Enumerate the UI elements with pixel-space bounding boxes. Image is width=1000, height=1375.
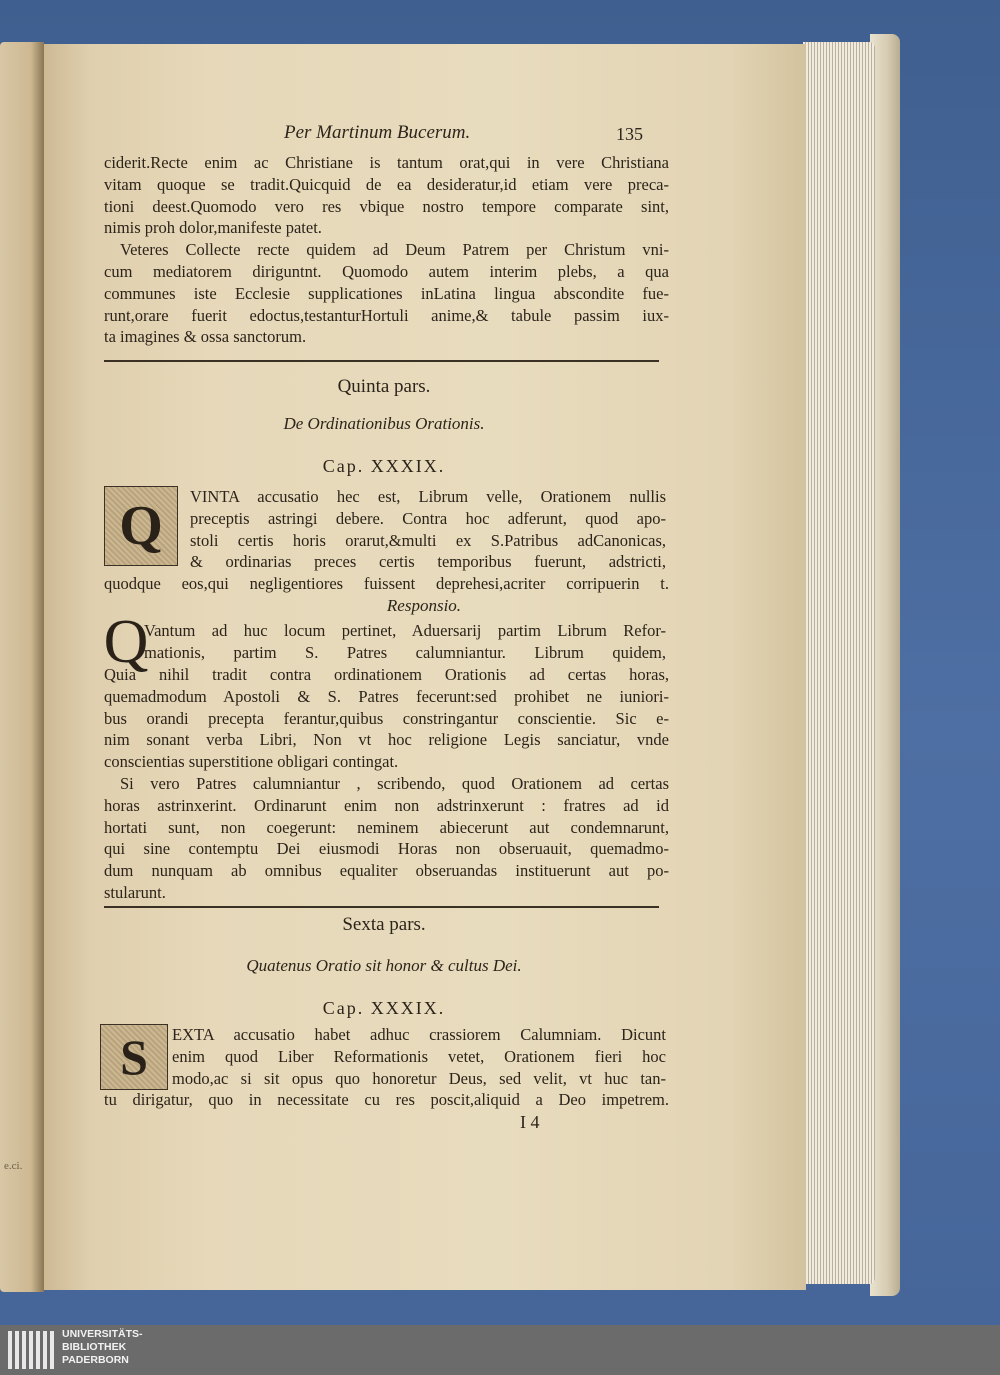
signature-mark: I 4 xyxy=(520,1112,540,1132)
text-line: nim sonant verba Libri, Non vt hoc religione Legis sanciatur, vnde xyxy=(104,730,669,750)
text-line: VINTA accusatio hec est, Librum velle, Orationem nullis xyxy=(190,487,666,506)
text-line: conscientias superstitione obligari contingat. xyxy=(104,752,399,772)
part5-title: Quinta pars. xyxy=(337,376,431,397)
part5-text-cont xyxy=(104,573,669,595)
library-logo-icon xyxy=(8,1331,54,1369)
text-line: qui sine contemptu Dei eiusmodi Horas non obseruauit, quemadmo- xyxy=(104,839,669,859)
text-line: communes iste Ecclesie supplicationes inLatina lingua abscondite fue- xyxy=(104,283,669,303)
text-line: cum mediatorem diriguntnt. Quomodo autem interim plebs, a qua xyxy=(104,261,669,281)
text-line: mationis, partim S. Patres calumniantur. Librum quidem, xyxy=(144,642,666,662)
text-line: tioni deest.Quomodo vero res vbique nostro tempore comparate sint, xyxy=(104,196,669,216)
text-line: stoli certis horis orarut,&multi ex S.Patribus adCanonicas, xyxy=(190,530,666,550)
book-page xyxy=(44,44,806,1290)
page-number: 135 xyxy=(616,124,643,144)
text-line: vitam quoque se tradit.Quicquid de ea desideratur,id etiam vere preca- xyxy=(104,174,669,194)
part5-text xyxy=(190,486,666,573)
text-line: Veteres Collecte recte quidem ad Deum Patrem per Christum vni- xyxy=(120,240,669,260)
text-line: quemadmodum Apostoli & S. Patres fecerunt:sed prohibet ne iuniori- xyxy=(104,686,669,706)
text-line: bus orandi precepta ferantur,quibus constringantur conscientie. Sic e- xyxy=(104,708,669,728)
text-line: enim quod Liber Reformationis vetet, Orationem fieri hoc xyxy=(172,1046,666,1066)
text-line: Quia nihil tradit contra ordinationem Orationis ad certas horas, xyxy=(104,665,669,684)
part6-title: Sexta pars. xyxy=(342,914,426,935)
decorated-initial-q: Q xyxy=(104,486,178,566)
text-line: tu dirigatur, quo in necessitate cu res poscit,aliquid a Deo impetrem. xyxy=(104,1090,669,1109)
part5-chapter: Cap. XXXIX. xyxy=(322,456,446,476)
library-name-line: BIBLIOTHEK xyxy=(62,1341,127,1353)
part5-subtitle: De Ordinationibus Orationis. xyxy=(283,414,485,433)
intro-text xyxy=(104,152,669,348)
text-line: & ordinarias preces certis temporibus fuerunt, adstricti, xyxy=(190,552,666,572)
text-line: nimis proh dolor,manifeste patet. xyxy=(104,218,322,238)
left-page-edge xyxy=(0,42,44,1292)
library-name-line: UNIVERSITÄTS- xyxy=(62,1328,143,1340)
library-footer xyxy=(0,1325,1000,1375)
text-line: hortati sunt, non coegerunt: neminem abiecerunt aut condemnarunt, xyxy=(104,817,669,837)
text-line: Vantum ad huc locum pertinet, Aduersarij partim Librum Refor- xyxy=(144,621,666,640)
text-line: stularunt. xyxy=(104,882,166,902)
left-page-mark: e.ci. xyxy=(4,1160,23,1172)
decorated-initial-s: S xyxy=(100,1024,168,1090)
text-line: dum nunquam ab omnibus equaliter obseruandas instituerunt aut po- xyxy=(104,861,669,881)
text-line: ta imagines & ossa sanctorum. xyxy=(104,327,307,347)
section-rule xyxy=(104,906,659,908)
section-rule xyxy=(104,360,659,362)
text-line: runt,orare fuerit edoctus,testanturHortuli anime,& tabule passim iux- xyxy=(104,305,669,325)
responsio-text xyxy=(144,620,666,664)
initial-q: Q xyxy=(103,607,149,676)
responsio-heading: Responsio. xyxy=(386,596,462,615)
page-stack-edges xyxy=(803,42,875,1284)
text-line: horas astrinxerint. Ordinarunt enim non adstrinxerunt : fratres ad id xyxy=(104,795,669,815)
library-name xyxy=(62,1328,143,1367)
part6-text-cont xyxy=(104,1089,669,1111)
text-line: modo,ac si sit opus quo honoretur Deus, sed velit, vt huc tan- xyxy=(172,1068,666,1088)
running-head-title: Per Martinum Bucerum. xyxy=(284,122,471,143)
responsio-text-cont xyxy=(104,664,669,904)
text-line: quodque eos,qui negligentiores fuissent deprehesi,acriter corripuerin t. xyxy=(104,574,669,593)
library-name-line: PADERBORN xyxy=(62,1354,129,1366)
part6-chapter: Cap. XXXIX. xyxy=(322,998,446,1018)
text-line: ciderit.Recte enim ac Christiane is tantum orat,qui in vere Christiana xyxy=(104,153,669,172)
text-line: preceptis astringi debere. Contra hoc adferunt, quod apo- xyxy=(190,508,666,528)
part6-subtitle: Quatenus Oratio sit honor & cultus Dei. xyxy=(246,956,522,975)
text-line: Si vero Patres calumniantur , scribendo, quod Orationem ad certas xyxy=(120,773,669,793)
text-line: EXTA accusatio habet adhuc crassiorem Calumniam. Dicunt xyxy=(172,1025,666,1044)
part6-text xyxy=(172,1024,666,1089)
